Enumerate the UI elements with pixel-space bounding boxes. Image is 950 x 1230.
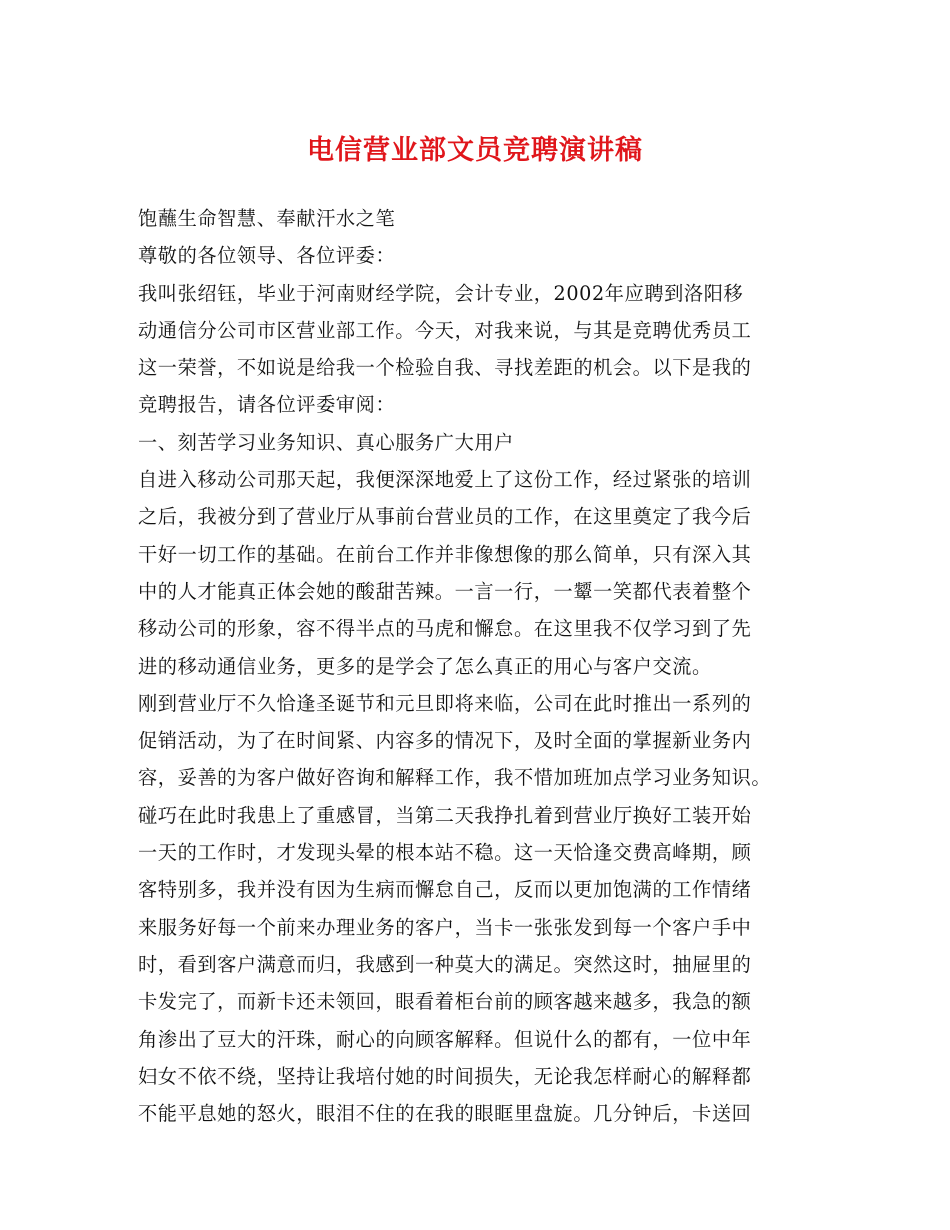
section-heading: 一、刻苦学习业务知识、真心服务广大用户 <box>138 430 514 454</box>
text-line: 动通信分公司市区营业部工作。今天，对我来说，与其是竞聘优秀员工 <box>138 318 752 342</box>
text-line: 一天的工作时，才发现头晕的根本站不稳。这一天恰逢交费高峰期，顾 <box>138 841 752 865</box>
text-line: 进的移动通信业务，更多的是学会了怎么真正的用心与客户交流。 <box>138 654 712 678</box>
text-line: 妇女不依不绕，坚持让我培付她的时间损失，无论我怎样耐心的解释都 <box>138 1064 752 1088</box>
text-line: 促销活动，为了在时间紧、内容多的情况下，及时全面的掌握新业务内 <box>138 729 752 753</box>
text-line: 中的人才能真正体会她的酸甜苦辣。一言一行，一颦一笑都代表着整个 <box>138 579 752 603</box>
text-line: 饱蘸生命智慧、奉献汗水之笔 <box>138 207 396 230</box>
text-line: 碰巧在此时我患上了重感冒，当第二天我挣扎着到营业厅换好工装开始 <box>138 803 752 827</box>
text-line: 这一荣誉，不如说是给我一个检验自我、寻找差距的机会。以下是我的 <box>138 356 752 380</box>
text-line: 尊敬的各位领导、各位评委： <box>138 244 396 268</box>
text-line: 来服务好每一个前来办理业务的客户，当卡一张张发到每一个客户手中 <box>138 915 752 939</box>
text-line: 容，妥善的为客户做好咨询和解释工作，我不惜加班加点学习业务知识。 <box>138 766 772 790</box>
text-line: 干好一切工作的基础。在前台工作并非像想像的那么简单，只有深入其 <box>138 542 752 566</box>
document-body <box>138 200 838 1132</box>
text-line: 移动公司的形象，容不得半点的马虎和懈怠。在这里我不仅学习到了先 <box>138 617 752 641</box>
text-line: 之后，我被分到了营业厅从事前台营业员的工作，在这里奠定了我今后 <box>138 505 752 529</box>
text-line: 不能平息她的怒火，眼泪不住的在我的眼眶里盘旋。几分钟后，卡送回 <box>138 1102 752 1126</box>
document-title: 电信营业部文员竞聘演讲稿 <box>307 135 643 166</box>
text-line: 客特别多，我并没有因为生病而懈怠自己，反而以更加饱满的工作情绪 <box>138 878 752 902</box>
text-line: 刚到营业厅不久恰逢圣诞节和元旦即将来临，公司在此时推出一系列的 <box>138 691 752 715</box>
text-line: 时，看到客户满意而归，我感到一种莫大的满足。突然这时，抽屉里的 <box>138 952 752 976</box>
text-line: 自进入移动公司那天起，我便深深地爱上了这份工作，经过紧张的培训 <box>138 468 752 492</box>
text-line: 竞聘报告，请各位评委审阅： <box>138 393 396 417</box>
text-line: 角渗出了豆大的汗珠，耐心的向顾客解释。但说什么的都有，一位中年 <box>138 1027 752 1051</box>
text-line: 卡发完了，而新卡还未领回，眼看着柜台前的顾客越来越多，我急的额 <box>138 990 752 1014</box>
text-line: 我叫张绍钰，毕业于河南财经学院，会计专业，2002年应聘到洛阳移 <box>138 281 744 305</box>
